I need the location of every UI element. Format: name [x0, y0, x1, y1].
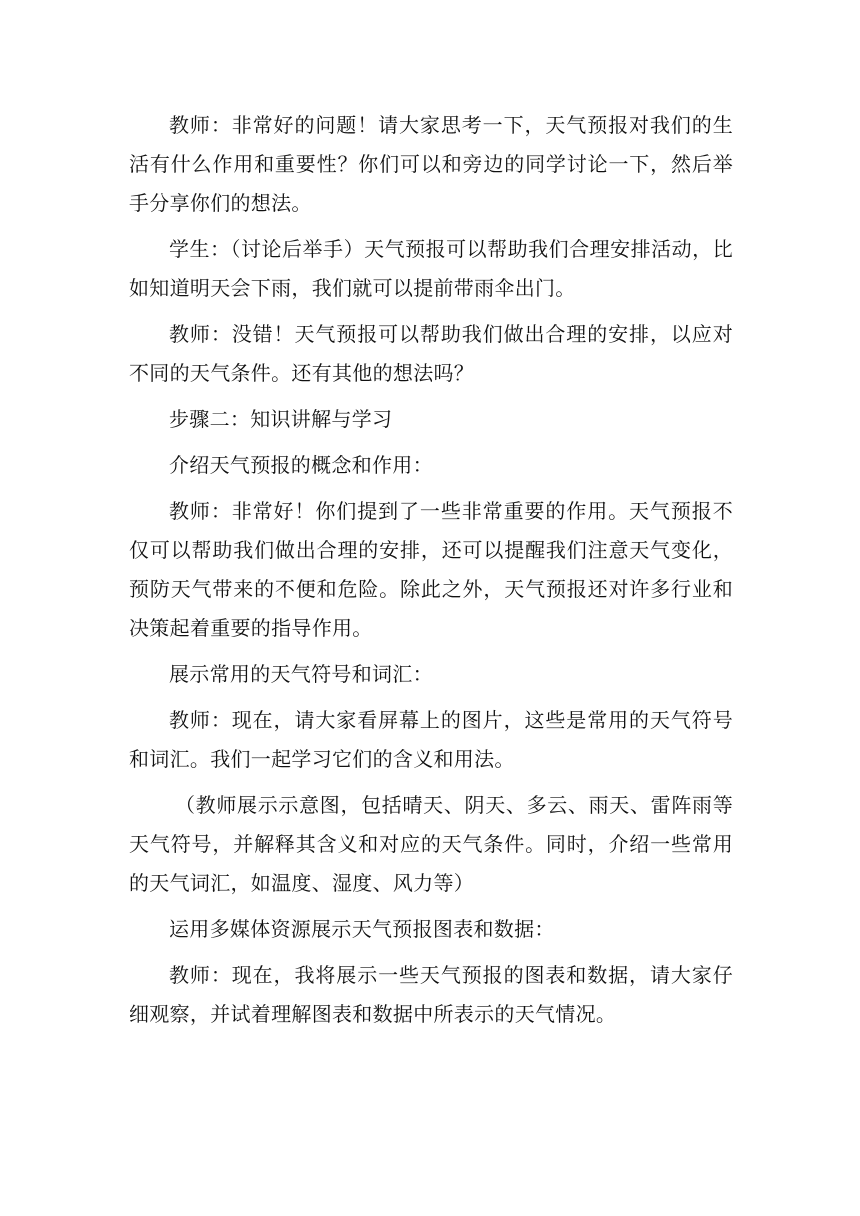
paragraph-teacher-screen: 教师：现在，请大家看屏幕上的图片，这些是常用的天气符号和词汇。我们一起学习它们的含义和用法。 — [129, 708, 733, 771]
subheading-forecast-concept: 介绍天气预报的概念和作用： — [169, 453, 433, 477]
paragraph-teacher-question: 教师：非常好的问题！请大家思考一下，天气预报对我们的生活有什么作用和重要性？你们可以和旁边的同学讨论一下，然后举手分享你们的想法。 — [129, 113, 733, 215]
paragraph-teacher-charts: 教师：现在，我将展示一些天气预报的图表和数据，请大家仔细观察，并试着理解图表和数据中所表示的天气情况。 — [129, 963, 733, 1026]
subheading-weather-symbols: 展示常用的天气符号和词汇： — [169, 662, 433, 686]
document-body — [129, 106, 733, 1041]
paragraph-teacher-explain: 教师：非常好！你们提到了一些非常重要的作用。天气预报不仅可以帮助我们做出合理的安排，还可以提醒我们注意天气变化，预防天气带来的不便和危险。除此之外，天气预报还对许多行业和决策起着重要的指导作用。 — [129, 499, 733, 640]
paragraph-teacher-confirm: 教师：没错！天气预报可以帮助我们做出合理的安排，以应对不同的天气条件。还有其他的想法吗？ — [129, 322, 733, 385]
subheading-multimedia: 运用多媒体资源展示天气预报图表和数据： — [169, 917, 555, 941]
paragraph-teacher-demo-note: （教师展示示意图，包括晴天、阴天、多云、雨天、雷阵雨等天气符号，并解释其含义和对应的天气条件。同时，介绍一些常用的天气词汇，如温度、湿度、风力等） — [129, 793, 733, 895]
paragraph-student-answer: 学生：（讨论后举手）天气预报可以帮助我们合理安排活动，比如知道明天会下雨，我们就可以提前带雨伞出门。 — [129, 237, 733, 300]
section-heading-step-two: 步骤二：知识讲解与学习 — [169, 407, 393, 431]
